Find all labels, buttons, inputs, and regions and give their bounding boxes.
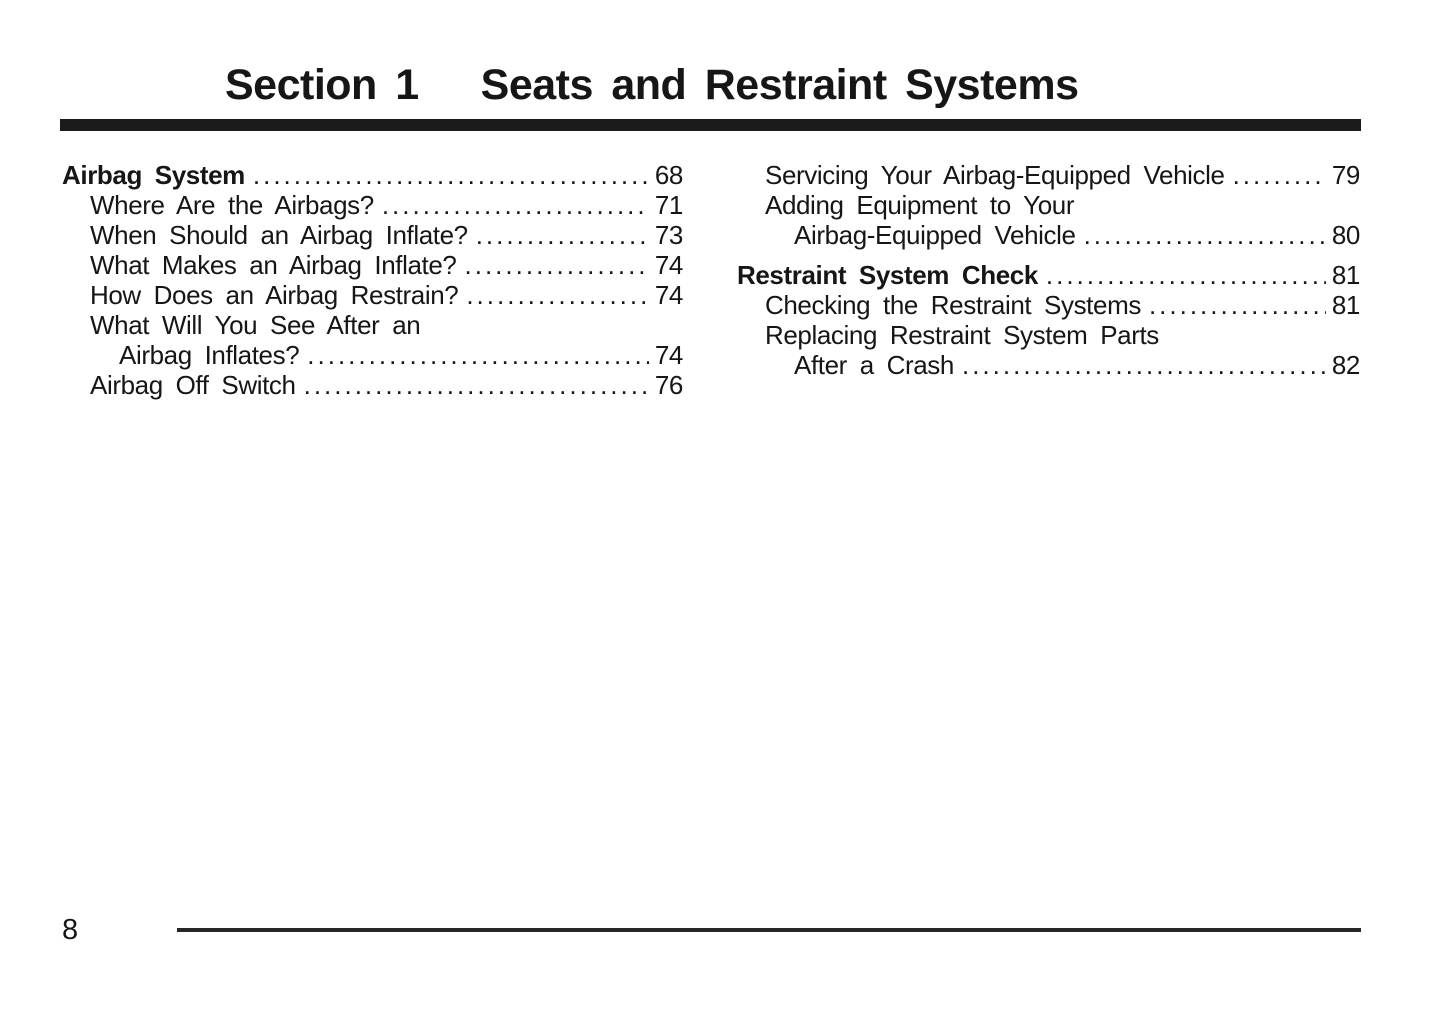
footer-rule [177,928,1361,932]
toc-entry-page: 74 [654,280,683,310]
toc-entry [62,370,683,400]
table-of-contents [62,160,1360,400]
dot-leader [962,350,1326,380]
section-label: Section 1 [225,61,419,109]
toc-entry [737,190,1360,220]
toc-entry-label: Airbag-Equipped Vehicle [794,220,1076,250]
toc-entry [62,220,683,250]
toc-entry-label: Where Are the Airbags? [90,190,374,220]
toc-entry-label: Servicing Your Airbag-Equipped Vehicle [765,160,1225,190]
toc-entry [737,220,1360,250]
toc-entry-label: How Does an Airbag Restrain? [90,280,459,310]
toc-entry-page: 68 [654,160,683,190]
toc-right-column [737,160,1360,400]
toc-entry-page: 74 [654,340,683,370]
toc-entry [62,280,683,310]
toc-entry-label: After a Crash [794,350,954,380]
toc-entry-page: 80 [1331,220,1360,250]
toc-entry-label: Airbag Inflates? [119,340,300,370]
toc-entry-page: 76 [654,370,683,400]
dot-leader [304,370,649,400]
dot-leader [307,340,649,370]
toc-entry [737,160,1360,190]
toc-entry-page: 73 [654,220,683,250]
toc-entry-page: 82 [1331,350,1360,380]
toc-entry-label: What Will You See After an [90,310,421,340]
toc-entry-page: 71 [654,190,683,220]
toc-entry-label: Airbag System [62,160,245,190]
toc-entry-page: 81 [1331,290,1360,320]
dot-leader [1084,220,1326,250]
toc-entry [62,160,683,190]
toc-entry [737,350,1360,380]
toc-entry-page: 74 [654,250,683,280]
dot-leader [466,280,649,310]
toc-entry-label: When Should an Airbag Inflate? [90,220,468,250]
dot-leader [476,220,649,250]
section-title: Seats and Restraint Systems [480,61,1079,109]
dot-leader [1233,160,1326,190]
footer-page-number: 8 [62,914,79,946]
title-divider-rule [60,119,1361,131]
toc-entry [62,340,683,370]
toc-entry [62,190,683,220]
toc-entry [62,310,683,340]
toc-entry-label: What Makes an Airbag Inflate? [90,250,457,280]
toc-entry-label: Airbag Off Switch [90,370,296,400]
dot-leader [1149,290,1326,320]
dot-leader [465,250,649,280]
dot-leader [1046,260,1326,290]
toc-entry-label: Restraint System Check [737,260,1038,290]
dot-leader [253,160,649,190]
toc-entry-label: Replacing Restraint System Parts [765,320,1159,350]
toc-entry [737,290,1360,320]
toc-entry-page: 81 [1331,260,1360,290]
page-title [225,62,1078,108]
dot-leader [382,190,649,220]
toc-entry-label: Adding Equipment to Your [765,190,1075,220]
toc-entry [737,320,1360,350]
toc-entry [737,260,1360,290]
toc-left-column [62,160,683,400]
toc-entry [62,250,683,280]
toc-entry-label: Checking the Restraint Systems [765,290,1141,320]
toc-entry-page: 79 [1331,160,1360,190]
